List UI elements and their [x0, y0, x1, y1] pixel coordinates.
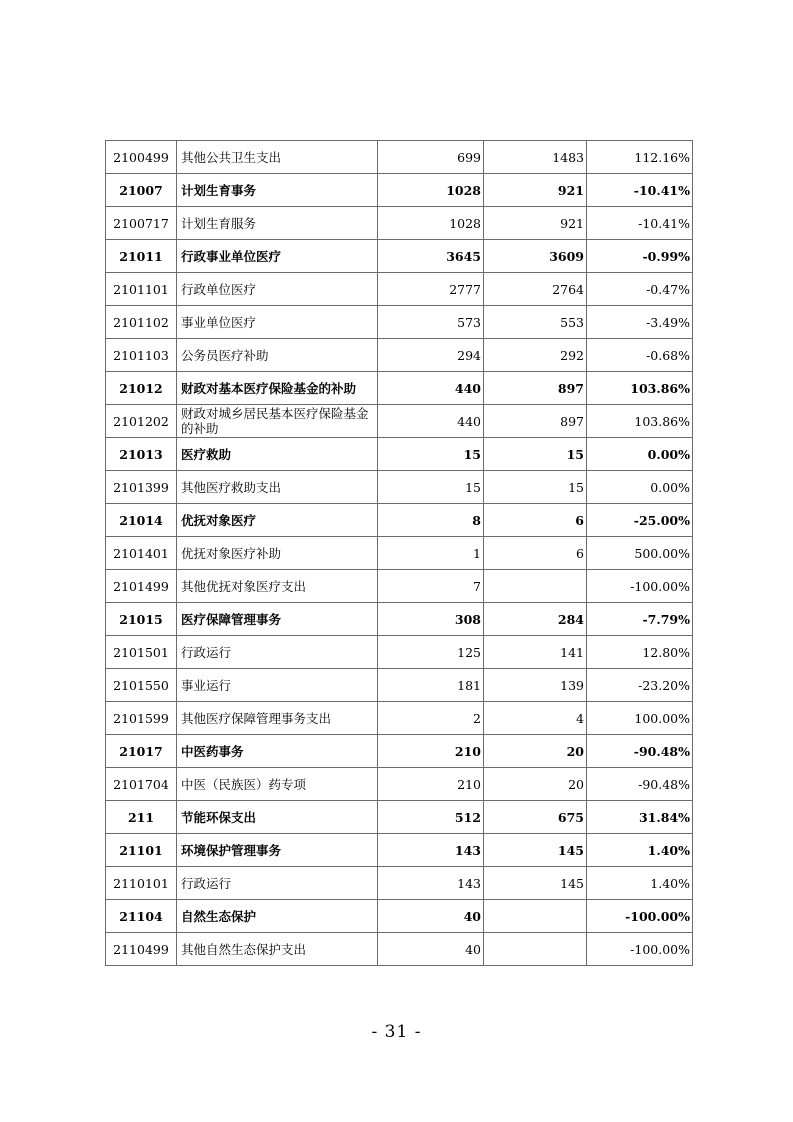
table-row	[106, 702, 693, 735]
prior-value-cell: 1	[378, 537, 484, 570]
item-code-cell: 2101399	[106, 471, 177, 504]
current-value-cell: 20	[484, 735, 587, 768]
current-value-cell: 1483	[484, 141, 587, 174]
prior-value-cell: 143	[378, 834, 484, 867]
item-code-cell: 21014	[106, 504, 177, 537]
current-value-cell: 15	[484, 471, 587, 504]
current-value-cell: 897	[484, 405, 587, 438]
item-name-cell: 计划生育事务	[177, 174, 378, 207]
current-value-cell: 284	[484, 603, 587, 636]
budget-table-body	[106, 141, 693, 966]
item-code-cell: 2100499	[106, 141, 177, 174]
item-name-cell: 事业单位医疗	[177, 306, 378, 339]
item-name-cell: 中医药事务	[177, 735, 378, 768]
item-name-cell: 优抚对象医疗补助	[177, 537, 378, 570]
current-value-cell: 15	[484, 438, 587, 471]
table-row	[106, 801, 693, 834]
prior-value-cell: 15	[378, 471, 484, 504]
table-row	[106, 504, 693, 537]
prior-value-cell: 1028	[378, 207, 484, 240]
table-row	[106, 141, 693, 174]
table-row	[106, 471, 693, 504]
table-row	[106, 207, 693, 240]
current-value-cell: 3609	[484, 240, 587, 273]
item-name-cell: 行政运行	[177, 867, 378, 900]
change-percent-cell: 103.86%	[587, 372, 693, 405]
item-code-cell: 2101501	[106, 636, 177, 669]
item-code-cell: 2101599	[106, 702, 177, 735]
table-row	[106, 900, 693, 933]
item-code-cell: 21101	[106, 834, 177, 867]
item-name-cell: 中医（民族医）药专项	[177, 768, 378, 801]
current-value-cell: 6	[484, 537, 587, 570]
prior-value-cell: 699	[378, 141, 484, 174]
item-name-cell: 其他医疗救助支出	[177, 471, 378, 504]
item-name-cell: 其他公共卫生支出	[177, 141, 378, 174]
item-name-cell: 医疗救助	[177, 438, 378, 471]
table-row	[106, 669, 693, 702]
current-value-cell	[484, 570, 587, 603]
page-number: - 31 -	[371, 1022, 422, 1042]
change-percent-cell: 1.40%	[587, 867, 693, 900]
item-name-cell: 行政单位医疗	[177, 273, 378, 306]
prior-value-cell: 1028	[378, 174, 484, 207]
change-percent-cell: 12.80%	[587, 636, 693, 669]
prior-value-cell: 40	[378, 900, 484, 933]
table-row	[106, 438, 693, 471]
item-name-cell: 自然生态保护	[177, 900, 378, 933]
prior-value-cell: 7	[378, 570, 484, 603]
table-row	[106, 603, 693, 636]
table-row	[106, 405, 693, 438]
prior-value-cell: 210	[378, 735, 484, 768]
item-name-cell: 其他自然生态保护支出	[177, 933, 378, 966]
item-name-cell: 行政事业单位医疗	[177, 240, 378, 273]
item-code-cell: 2101101	[106, 273, 177, 306]
item-code-cell: 21017	[106, 735, 177, 768]
current-value-cell: 897	[484, 372, 587, 405]
current-value-cell: 2764	[484, 273, 587, 306]
item-name-cell: 行政运行	[177, 636, 378, 669]
item-name-cell: 环境保护管理事务	[177, 834, 378, 867]
change-percent-cell: -100.00%	[587, 900, 693, 933]
prior-value-cell: 125	[378, 636, 484, 669]
change-percent-cell: -0.47%	[587, 273, 693, 306]
change-percent-cell: 500.00%	[587, 537, 693, 570]
table-row	[106, 570, 693, 603]
item-name-cell: 其他医疗保障管理事务支出	[177, 702, 378, 735]
item-code-cell: 2101550	[106, 669, 177, 702]
item-name-cell: 财政对城乡居民基本医疗保险基金的补助	[177, 405, 378, 438]
change-percent-cell: 100.00%	[587, 702, 693, 735]
item-code-cell: 21011	[106, 240, 177, 273]
item-code-cell: 21012	[106, 372, 177, 405]
prior-value-cell: 512	[378, 801, 484, 834]
item-code-cell: 21013	[106, 438, 177, 471]
prior-value-cell: 181	[378, 669, 484, 702]
prior-value-cell: 2	[378, 702, 484, 735]
change-percent-cell: 1.40%	[587, 834, 693, 867]
item-code-cell: 21104	[106, 900, 177, 933]
prior-value-cell: 3645	[378, 240, 484, 273]
item-name-cell: 其他优抚对象医疗支出	[177, 570, 378, 603]
budget-table	[105, 140, 693, 966]
change-percent-cell: 0.00%	[587, 471, 693, 504]
item-name-cell: 计划生育服务	[177, 207, 378, 240]
change-percent-cell: -100.00%	[587, 933, 693, 966]
prior-value-cell: 143	[378, 867, 484, 900]
prior-value-cell: 573	[378, 306, 484, 339]
change-percent-cell: -90.48%	[587, 735, 693, 768]
table-row	[106, 735, 693, 768]
item-name-cell: 事业运行	[177, 669, 378, 702]
change-percent-cell: -23.20%	[587, 669, 693, 702]
change-percent-cell: 31.84%	[587, 801, 693, 834]
current-value-cell: 141	[484, 636, 587, 669]
change-percent-cell: -3.49%	[587, 306, 693, 339]
item-code-cell: 2110101	[106, 867, 177, 900]
table-row	[106, 636, 693, 669]
prior-value-cell: 308	[378, 603, 484, 636]
item-code-cell: 2101704	[106, 768, 177, 801]
current-value-cell: 20	[484, 768, 587, 801]
prior-value-cell: 8	[378, 504, 484, 537]
current-value-cell: 145	[484, 834, 587, 867]
table-row	[106, 933, 693, 966]
current-value-cell: 4	[484, 702, 587, 735]
prior-value-cell: 440	[378, 372, 484, 405]
prior-value-cell: 294	[378, 339, 484, 372]
item-name-cell: 公务员医疗补助	[177, 339, 378, 372]
item-code-cell: 21015	[106, 603, 177, 636]
prior-value-cell: 15	[378, 438, 484, 471]
table-row	[106, 372, 693, 405]
table-row	[106, 174, 693, 207]
table-row	[106, 834, 693, 867]
item-code-cell: 2101103	[106, 339, 177, 372]
change-percent-cell: 103.86%	[587, 405, 693, 438]
item-code-cell: 211	[106, 801, 177, 834]
current-value-cell: 553	[484, 306, 587, 339]
item-name-cell: 节能环保支出	[177, 801, 378, 834]
item-code-cell: 21007	[106, 174, 177, 207]
item-code-cell: 2101202	[106, 405, 177, 438]
change-percent-cell: -0.99%	[587, 240, 693, 273]
item-code-cell: 2110499	[106, 933, 177, 966]
item-name-cell: 医疗保障管理事务	[177, 603, 378, 636]
table-row	[106, 273, 693, 306]
item-code-cell: 2101499	[106, 570, 177, 603]
table-row	[106, 768, 693, 801]
change-percent-cell: -0.68%	[587, 339, 693, 372]
change-percent-cell: 0.00%	[587, 438, 693, 471]
change-percent-cell: 112.16%	[587, 141, 693, 174]
change-percent-cell: -10.41%	[587, 207, 693, 240]
table-row	[106, 867, 693, 900]
current-value-cell	[484, 900, 587, 933]
current-value-cell: 145	[484, 867, 587, 900]
current-value-cell: 139	[484, 669, 587, 702]
current-value-cell: 921	[484, 207, 587, 240]
change-percent-cell: -25.00%	[587, 504, 693, 537]
table-row	[106, 240, 693, 273]
prior-value-cell: 2777	[378, 273, 484, 306]
change-percent-cell: -90.48%	[587, 768, 693, 801]
change-percent-cell: -7.79%	[587, 603, 693, 636]
current-value-cell: 6	[484, 504, 587, 537]
table-row	[106, 537, 693, 570]
current-value-cell	[484, 933, 587, 966]
table-row	[106, 339, 693, 372]
prior-value-cell: 210	[378, 768, 484, 801]
item-code-cell: 2101401	[106, 537, 177, 570]
change-percent-cell: -10.41%	[587, 174, 693, 207]
table-row	[106, 306, 693, 339]
item-code-cell: 2100717	[106, 207, 177, 240]
item-name-cell: 优抚对象医疗	[177, 504, 378, 537]
current-value-cell: 292	[484, 339, 587, 372]
prior-value-cell: 40	[378, 933, 484, 966]
current-value-cell: 675	[484, 801, 587, 834]
current-value-cell: 921	[484, 174, 587, 207]
prior-value-cell: 440	[378, 405, 484, 438]
change-percent-cell: -100.00%	[587, 570, 693, 603]
item-code-cell: 2101102	[106, 306, 177, 339]
item-name-cell: 财政对基本医疗保险基金的补助	[177, 372, 378, 405]
